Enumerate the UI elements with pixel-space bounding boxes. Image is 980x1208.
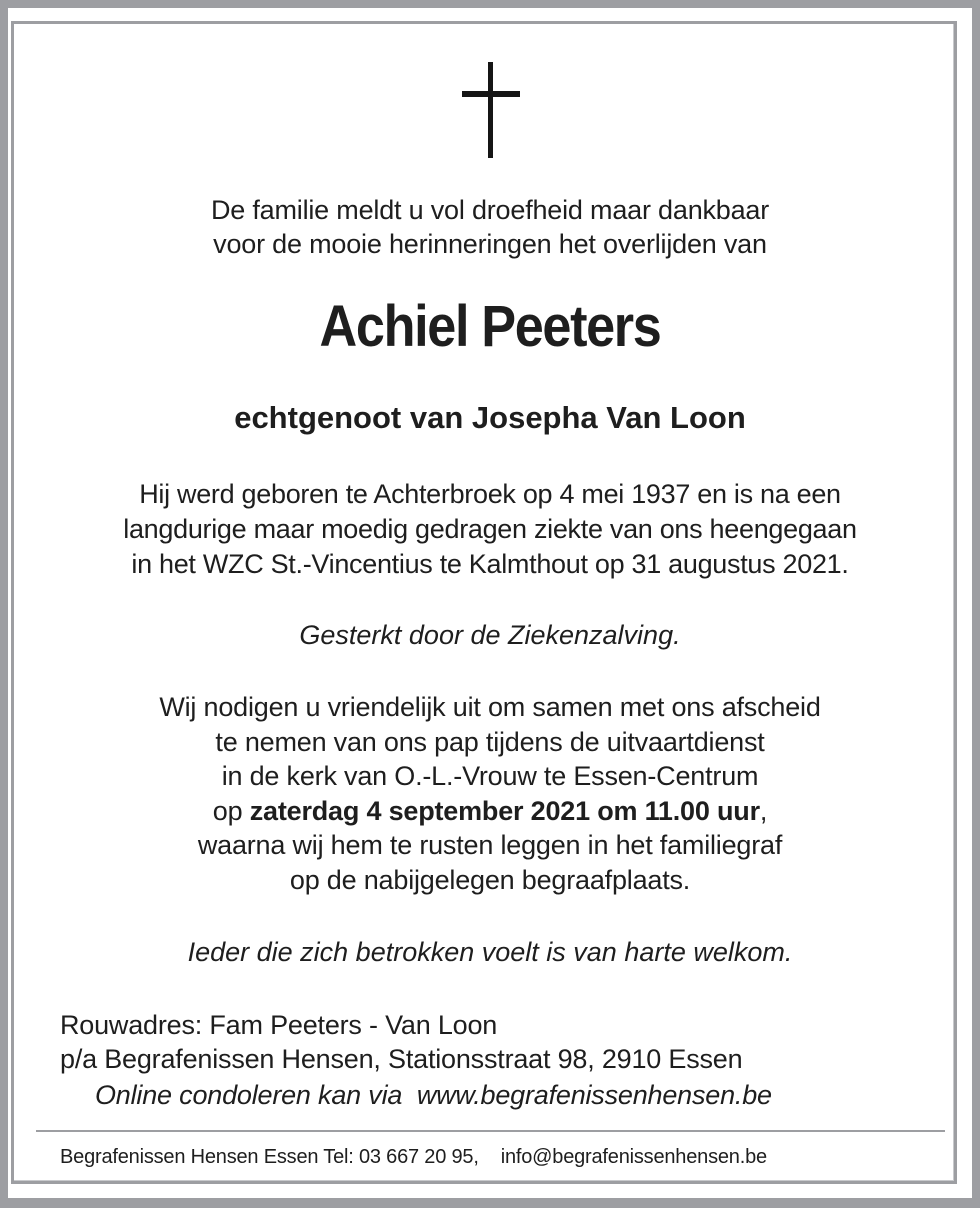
bio-line: Hij werd geboren te Achterbroek op 4 mei 1937 en is na een [139,479,841,509]
spouse-line: echtgenoot van Josepha Van Loon [234,400,746,435]
footer [60,1142,767,1172]
intro-line: voor de mooie herinneringen het overlijden van [213,229,767,259]
invitation-line: op de nabijgelegen begraafplaats. [289,864,691,895]
condolence-link[interactable]: www.begrafenissenhensen.be [416,1080,772,1110]
online-condolence [95,1078,772,1112]
sacrament-text: Gesterkt door de Ziekenzalving. [299,620,681,650]
mourning-address: Rouwadres: Fam Peeters - Van Loon [60,1010,498,1040]
online-prefix: Online condoleren kan via [95,1080,403,1110]
welcome-text: Ieder die zich betrokken voelt is van harte welkom. [187,937,793,967]
invitation-text [0,690,980,897]
invitation-line: Wij nodigen u vriendelijk uit om samen met ons afscheid [159,692,821,722]
date-prefix: op [212,795,250,826]
invitation-line: te nemen van ons pap tijdens de uitvaartdienst [215,726,765,757]
cross-icon [462,62,520,158]
footer-email-link[interactable]: info@begrafenissenhensen.be [500,1146,767,1168]
bio-text [0,477,980,582]
funeral-date: zaterdag 4 september 2021 om 11.00 uur [249,795,760,826]
intro-line: De familie meldt u vol droefheid maar dankbaar [210,195,770,225]
funeral-date-line [0,794,980,829]
date-suffix: , [759,795,768,826]
deceased-name: Achiel Peeters [319,294,661,359]
invitation-line: waarna wij hem te rusten leggen in het familiegraf [197,830,783,860]
footer-company-phone: Begrafenissen Hensen Essen Tel: 03 667 20 95, [60,1146,479,1168]
bio-line: langdurige maar moedig gedragen ziekte van ons heengegaan [123,514,857,544]
invitation-line: in de kerk van O.-L.-Vrouw te Essen-Centrum [221,761,759,791]
intro-text [0,193,980,261]
address-care-of: p/a Begrafenissen Hensen, Stationsstraat 98, 2910 Essen [60,1044,743,1074]
footer-divider [36,1130,945,1132]
bio-line: in het WZC St.-Vincentius te Kalmthout op 31 augustus 2021. [131,549,849,579]
